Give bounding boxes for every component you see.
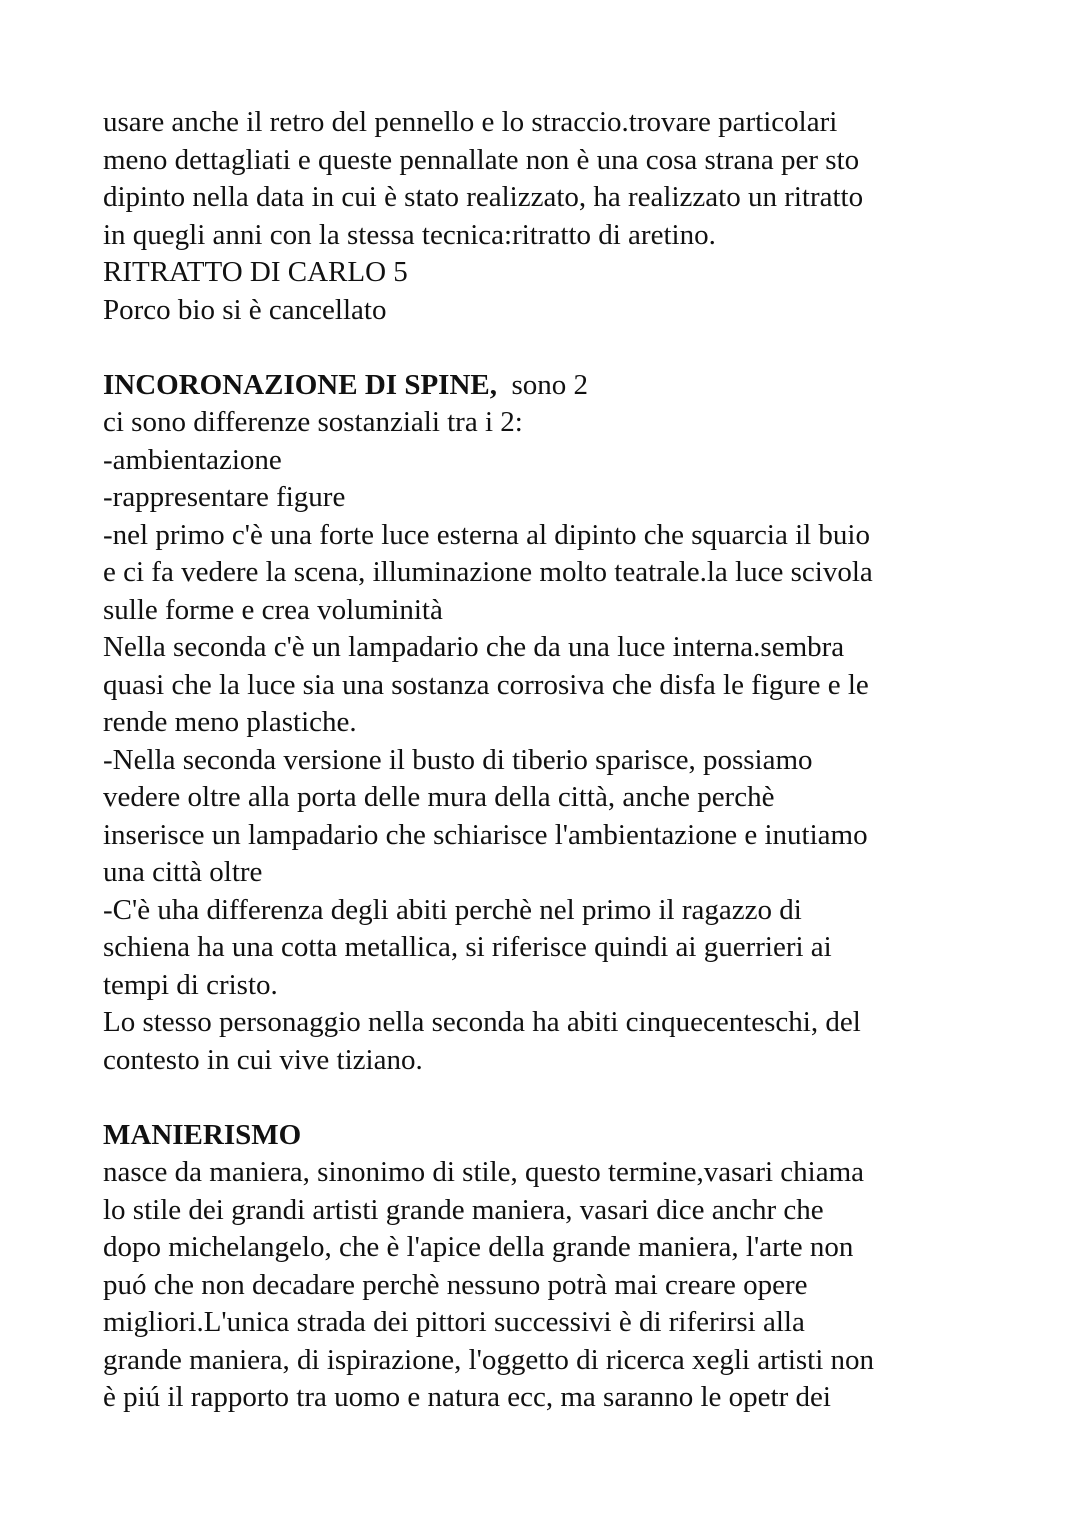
text-line: è piú il rapporto tra uomo e natura ecc, ma saranno le opetr dei <box>103 1381 831 1413</box>
text-line: RITRATTO DI CARLO 5 <box>103 256 408 288</box>
text-line: meno dettagliati e queste pennallate non è una cosa strana per sto <box>103 143 860 176</box>
section-heading: MANIERISMO <box>103 1118 302 1151</box>
text-line: ci sono differenze sostanziali tra i 2: <box>103 406 523 438</box>
heading-suffix: sono 2 <box>496 368 589 401</box>
text-line: -ambientazione <box>103 443 282 476</box>
intro-section <box>103 104 1003 329</box>
text-line: tempi di cristo. <box>103 968 278 1001</box>
text-line: lo stile dei grandi artisti grande maniera, vasari dice anchr che <box>103 1193 824 1226</box>
text-line: rende meno plastiche. <box>103 706 357 738</box>
section-heading: INCORONAZIONE DI SPINE, <box>103 368 497 401</box>
paragraph-gap <box>103 1079 1003 1117</box>
text-line: sulle forme e crea voluminità <box>103 593 443 626</box>
text-line: contesto in cui vive tiziano. <box>103 1043 423 1076</box>
text-line: puó che non decadare perchè nessuno potrà mai creare opere <box>103 1268 808 1301</box>
text-line: -nel primo c'è una forte luce esterna al dipinto che squarcia il buio <box>103 518 870 551</box>
text-line: -C'è uha differenza degli abiti perchè nel primo il ragazzo di <box>103 893 802 926</box>
manierismo-section <box>103 1117 1003 1417</box>
document-page <box>103 104 1003 1417</box>
text-line: dipinto nella data in cui è stato realizzato, ha realizzato un ritratto <box>103 181 864 213</box>
text-line: Nella seconda c'è un lampadario che da una luce interna.sembra <box>103 631 845 663</box>
text-line: Lo stesso personaggio nella seconda ha abiti cinquecenteschi, del <box>103 1006 861 1038</box>
section-heading-line <box>103 367 1003 405</box>
text-line: schiena ha una cotta metallica, si riferisce quindi ai guerrieri ai <box>103 931 832 963</box>
text-line: grande maniera, di ispirazione, l'oggetto di ricerca xegli artisti non <box>103 1343 875 1376</box>
text-line: quasi che la luce sia una sostanza corrosiva che disfa le figure e le <box>103 668 869 701</box>
text-line: nasce da maniera, sinonimo di stile, questo termine,vasari chiama <box>103 1156 865 1188</box>
text-line: dopo michelangelo, che è l'apice della grande maniera, l'arte non <box>103 1231 854 1263</box>
text-line: -Nella seconda versione il busto di tiberio sparisce, possiamo <box>103 743 813 776</box>
text-line: e ci fa vedere la scena, illuminazione molto teatrale.la luce scivola <box>103 556 873 588</box>
text-line: vedere oltre alla porta delle mura della città, anche perchè <box>103 781 775 813</box>
text-line: usare anche il retro del pennello e lo straccio.trovare particolari <box>103 106 838 138</box>
incoronazione-section <box>103 367 1003 1080</box>
text-line: migliori.L'unica strada dei pittori successivi è di riferirsi alla <box>103 1306 805 1338</box>
paragraph-gap <box>103 329 1003 367</box>
text-line: -rappresentare figure <box>103 481 346 513</box>
text-line: una città oltre <box>103 856 263 888</box>
text-line: inserisce un lampadario che schiarisce l'ambientazione e inutiamo <box>103 818 868 851</box>
text-line: Porco bio si è cancellato <box>103 293 387 326</box>
text-line: in quegli anni con la stessa tecnica:ritratto di aretino. <box>103 218 716 251</box>
